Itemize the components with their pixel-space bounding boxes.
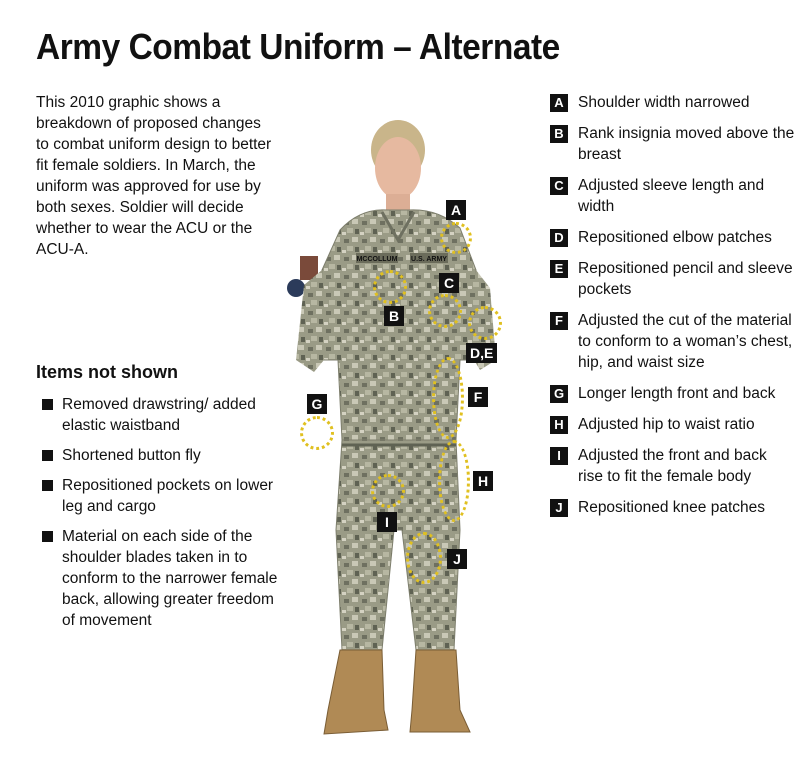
key-item-g: G Longer length front and back xyxy=(550,383,795,404)
right-boot xyxy=(410,650,470,732)
highlight-ring-c xyxy=(428,294,462,328)
marker-c: C xyxy=(439,273,459,293)
key-item-a: A Shoulder width narrowed xyxy=(550,92,795,113)
change-key-list xyxy=(550,92,795,518)
letter-badge: D xyxy=(550,229,568,247)
highlight-ring-f xyxy=(432,357,464,439)
intro-text: This 2010 graphic shows a breakdown of proposed changes to combat uniform design to better fit female soldiers. In March, the uniform was approved for use by both sexes. Soldier will decide whether to wear the ACU or the ACU-A. xyxy=(36,94,272,258)
letter-badge: C xyxy=(550,177,568,195)
key-item-b: B Rank insignia moved above the breast xyxy=(550,123,795,165)
highlight-ring-de xyxy=(468,306,502,340)
key-item-f: F Adjusted the cut of the material to conform to a woman’s chest, hip, and waist size xyxy=(550,310,795,373)
highlight-ring-a xyxy=(440,222,472,254)
face-shape xyxy=(375,137,421,199)
highlight-ring-h xyxy=(438,440,470,522)
marker-j: J xyxy=(447,549,467,569)
marker-a: A xyxy=(446,200,466,220)
list-item: Shortened button fly xyxy=(42,445,282,466)
key-item-h: H Adjusted hip to waist ratio xyxy=(550,414,795,435)
list-item: Repositioned pockets on lower leg and cargo xyxy=(42,475,282,517)
unit-patch xyxy=(287,279,305,297)
letter-badge: A xyxy=(550,94,568,112)
marker-b: B xyxy=(384,306,404,326)
marker-f: F xyxy=(468,387,488,407)
square-bullet-icon xyxy=(42,450,53,461)
letter-badge: E xyxy=(550,260,568,278)
list-item: Removed drawstring/ added elastic waistband xyxy=(42,394,282,436)
square-bullet-icon xyxy=(42,531,53,542)
branch-tape-text: U.S. ARMY xyxy=(411,256,447,263)
key-item-i: I Adjusted the front and back rise to fit the female body xyxy=(550,445,795,487)
marker-i: I xyxy=(377,512,397,532)
left-boot xyxy=(324,650,388,734)
items-not-shown-list xyxy=(42,394,282,640)
key-item-e: E Repositioned pencil and sleeve pockets xyxy=(550,258,795,300)
page-title: Army Combat Uniform – Alternate xyxy=(36,26,560,67)
square-bullet-icon xyxy=(42,399,53,410)
letter-badge: I xyxy=(550,447,568,465)
highlight-ring-j xyxy=(406,532,442,584)
key-item-j: J Repositioned knee patches xyxy=(550,497,795,518)
square-bullet-icon xyxy=(42,480,53,491)
items-not-shown-heading: Items not shown xyxy=(36,362,179,382)
letter-badge: J xyxy=(550,499,568,517)
name-tape-text: MCCOLLUM xyxy=(356,256,398,263)
letter-badge: G xyxy=(550,385,568,403)
highlight-ring-i xyxy=(371,474,405,508)
highlight-ring-g xyxy=(300,416,334,450)
key-item-d: D Repositioned elbow patches xyxy=(550,227,795,248)
marker-g: G xyxy=(307,394,327,414)
list-item: Material on each side of the shoulder blades taken in to conform to the narrower female back, allowing greater freedom of movement xyxy=(42,526,282,631)
marker-de: D,E xyxy=(466,343,497,363)
marker-h: H xyxy=(473,471,493,491)
highlight-ring-b xyxy=(373,270,407,304)
key-item-c: C Adjusted sleeve length and width xyxy=(550,175,795,217)
letter-badge: B xyxy=(550,125,568,143)
letter-badge: H xyxy=(550,416,568,434)
letter-badge: F xyxy=(550,312,568,330)
